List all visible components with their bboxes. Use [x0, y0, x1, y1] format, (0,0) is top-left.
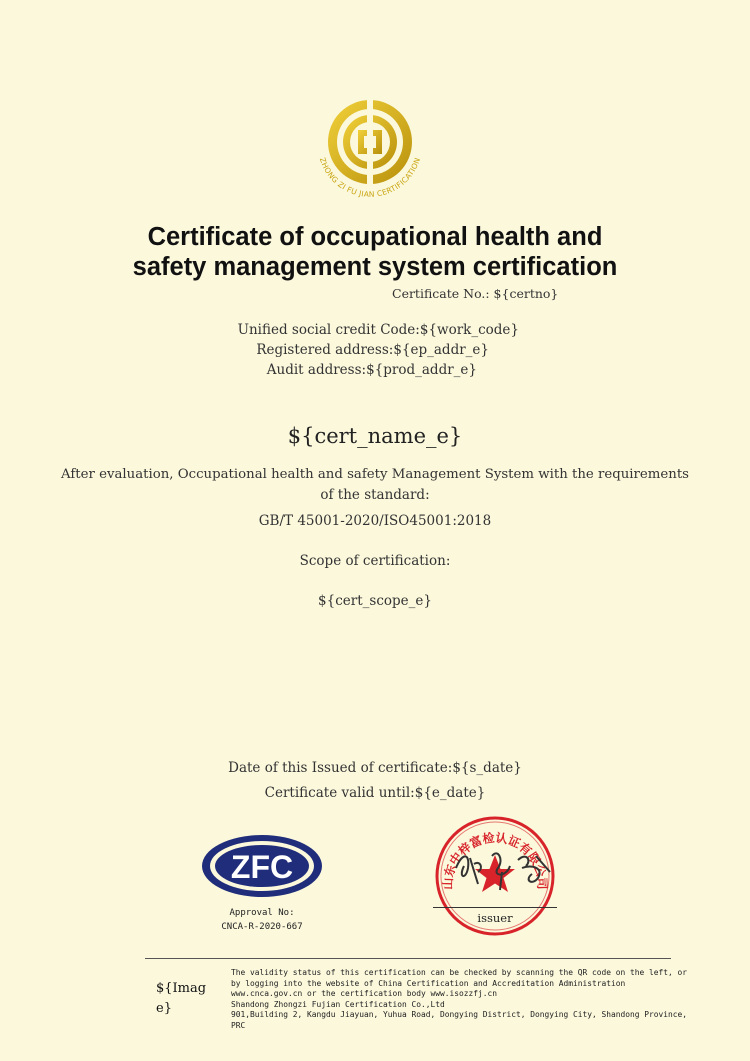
- valid-until: Certificate valid until:${e_date}: [264, 785, 486, 801]
- footer-line-3: www.cnca.gov.cn or the certification body www.isozzfj.cn: [231, 989, 498, 999]
- footer-verification-text: [231, 968, 687, 1032]
- handwritten-signature-icon: [452, 838, 556, 896]
- footer-line-1: The validity status of this certification can be checked by scanning the QR code on the left, or: [231, 968, 688, 977]
- qr-placeholder-line-2: e}: [156, 1001, 172, 1016]
- logo-ring-text: ZHONG ZI FU JIAN CERTIFICATION: [317, 156, 423, 199]
- credit-code: Unified social credit Code:${work_code}: [237, 322, 519, 338]
- issuer-label: issuer: [477, 911, 513, 925]
- issue-date: Date of this Issued of certificate:${s_date}: [228, 760, 522, 776]
- company-logo: [305, 95, 435, 205]
- approval-label: Approval No:: [229, 908, 295, 918]
- seal-text: 山东中梓富检认证有限公司: [440, 830, 550, 890]
- footer-line-6: PRC: [231, 1020, 246, 1030]
- certificate-title-line-1: Certificate of occupational health and: [147, 223, 603, 251]
- evaluation-text-line-1: After evaluation, Occupational health and safety Management System with the requirements: [60, 467, 689, 482]
- certificate-title-line-2: safety management system certification: [132, 253, 618, 281]
- footer-line-5: 901,Building 2, Kangdu Jiayuan, Yuhua Road, Dongying District, Dongying City, Shandong Province,: [231, 1010, 688, 1020]
- approval-number: CNCA-R-2020-667: [221, 922, 303, 932]
- registered-address: Registered address:${ep_addr_e}: [256, 342, 489, 358]
- qr-image-placeholder: [156, 979, 206, 1019]
- standard-number: GB/T 45001-2020/ISO45001:2018: [258, 513, 492, 529]
- footer-line-2: by logging into the website of China Certification and Accreditation Administration: [231, 978, 626, 988]
- footer-line-4: Shandong Zhongzi Fujian Certification Co.,Ltd: [231, 999, 445, 1009]
- zfc-accreditation-logo: [200, 833, 324, 899]
- qr-placeholder-line-1: ${Imag: [156, 981, 207, 996]
- certificate-holder-name: ${cert_name_e}: [287, 424, 463, 448]
- scope-label: Scope of certification:: [299, 553, 451, 569]
- organization-details: [0, 320, 519, 380]
- zfc-logo-text: ZFC: [230, 849, 294, 885]
- scope-value: ${cert_scope_e}: [318, 593, 432, 609]
- footer-divider: [145, 958, 671, 959]
- issuer-signature-line: [433, 907, 557, 908]
- evaluation-text-line-2: of the standard:: [320, 487, 430, 503]
- audit-address: Audit address:${prod_addr_e}: [266, 362, 477, 378]
- certificate-number: Certificate No.: ${certno}: [392, 286, 559, 301]
